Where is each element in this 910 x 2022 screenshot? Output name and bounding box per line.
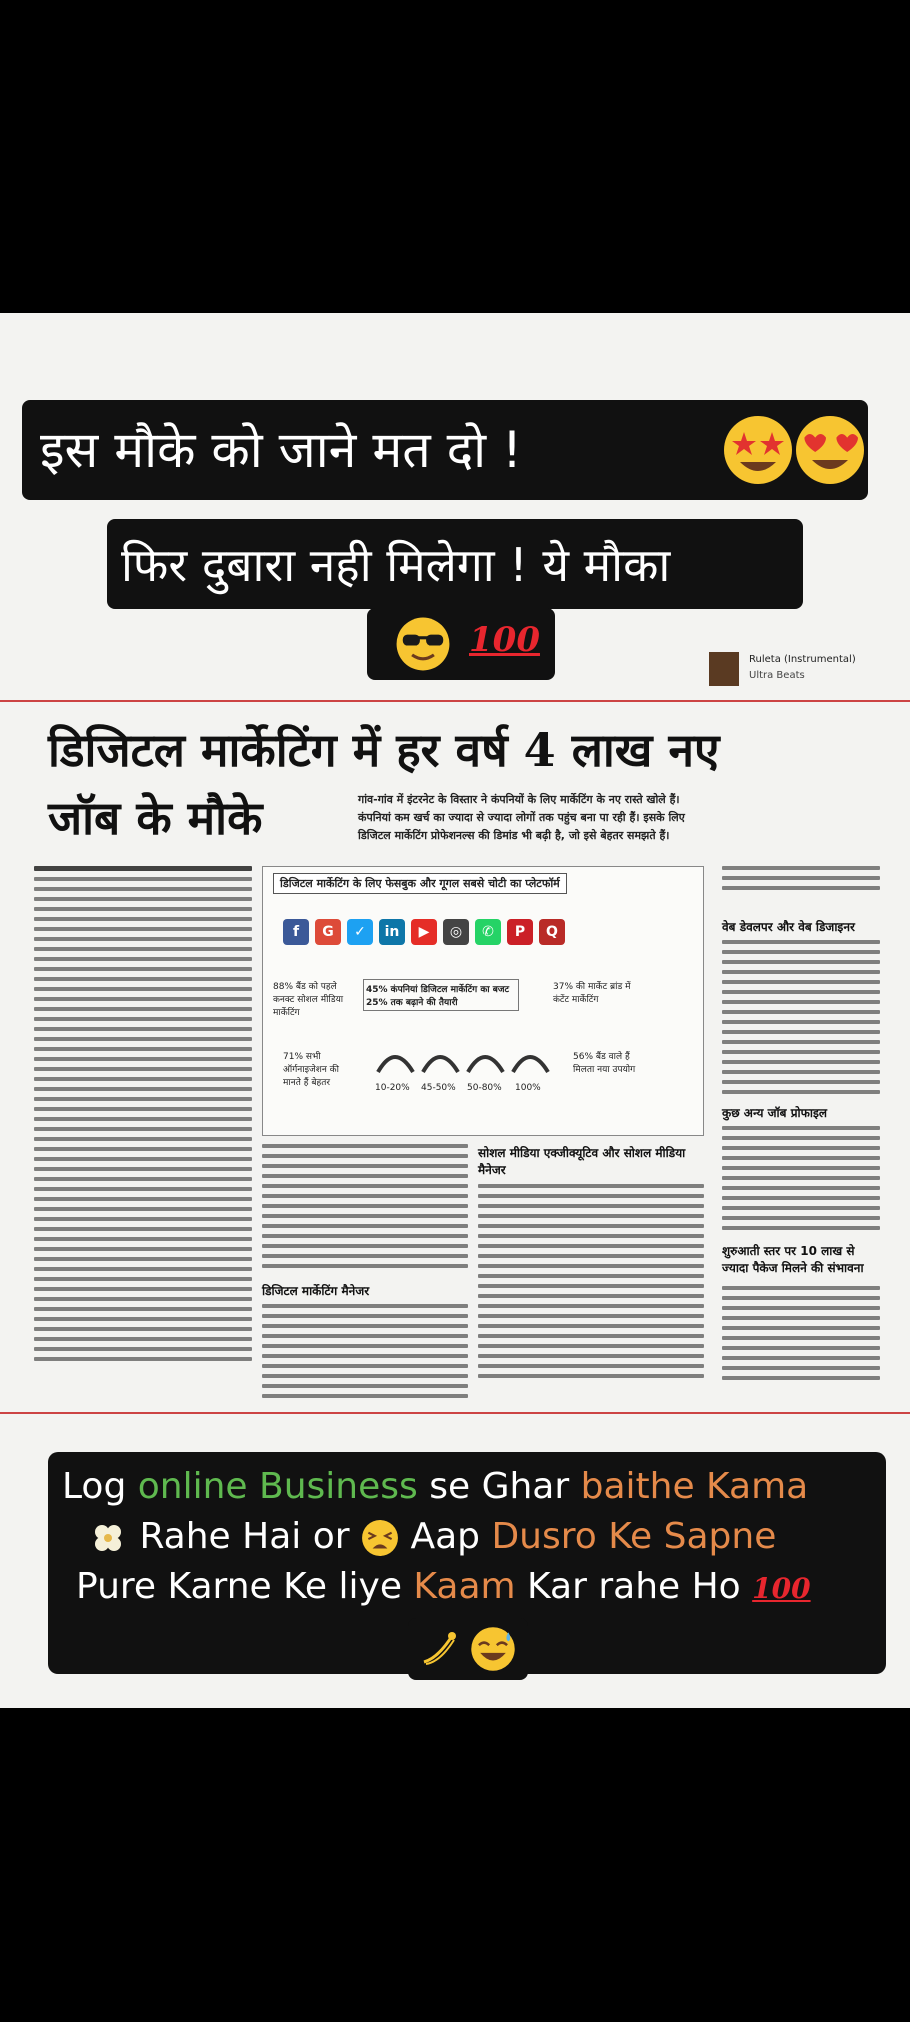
right-heading-2: कुछ अन्य जॉब प्रोफाइल: [722, 1106, 828, 1120]
word-kar-rahe-ho: Kar rahe Ho: [527, 1566, 741, 1607]
caption-line-1: [22, 400, 868, 500]
word-log: Log: [62, 1466, 127, 1507]
bottom-divider: [0, 1412, 910, 1414]
star-struck-icon: [722, 414, 794, 486]
article-headline-2: जॉब के मौके: [48, 791, 263, 845]
caption-line-1-text: इस मौके को जाने मत दो !: [40, 421, 523, 479]
newspaper-clipping: [34, 712, 880, 1402]
flower-icon: [88, 1520, 128, 1556]
pinterest-icon: P: [507, 919, 533, 945]
infographic-title: डिजिटल मार्केटिंग के लिए फेसबुक और गूगल सबसे चोटी का प्लेटफॉर्म: [273, 873, 567, 894]
word-aap: Aap: [410, 1516, 480, 1557]
right-heading-3: शुरुआती स्तर पर 10 लाख से ज्यादा पैकेज मिलने की संभावना: [722, 1244, 864, 1275]
article-subline-3: डिजिटल मार्केटिंग प्रोफेशनल्स की डिमांड भी बढ़ी है, जो इसे बेहतर समझते हैं।: [358, 829, 670, 842]
range-2: 45-50%: [421, 1083, 456, 1093]
instagram-icon: ◎: [443, 919, 469, 945]
tired-face-icon: [361, 1519, 399, 1557]
sweat-smile-icon: [470, 1626, 516, 1672]
range-4: 100%: [515, 1083, 541, 1093]
top-divider: [0, 700, 910, 702]
article-headline-1: डिजिटल मार्केटिंग में हर वर्ष 4 लाख नए: [48, 723, 720, 777]
caption-line-2: [107, 519, 803, 609]
arch-graphic: [373, 1037, 553, 1077]
caption-line-2-text: फिर दुबारा नही मिलेगा ! ये मौका: [121, 538, 671, 592]
article-column-left: [34, 866, 252, 1367]
caption-line-2-emoji: [367, 608, 555, 680]
right-heading-1: वेब डेवलपर और वेब डिजाइनर: [722, 920, 855, 934]
word-se-ghar: se Ghar: [429, 1466, 570, 1507]
facebook-icon: f: [283, 919, 309, 945]
whatsapp-icon: ✆: [475, 919, 501, 945]
sunglasses-icon: [395, 616, 451, 672]
article-column-right-b: [722, 1126, 880, 1236]
mid-heading-2: डिजिटल मार्केटिंग मैनेजर: [262, 1284, 370, 1298]
article-column-mid-1: [262, 1144, 468, 1274]
caption-bottom-emoji: [408, 1618, 528, 1680]
word-online-business: online Business: [137, 1466, 418, 1507]
stat-2: 45% कंपनियां डिजिटल मार्केटिंग का बजट 25% तक बढ़ाने की तैयारी: [363, 979, 519, 1011]
word-kaam: Kaam: [413, 1566, 516, 1607]
caption-bottom-line-1: [62, 1466, 808, 1507]
google-icon: G: [315, 919, 341, 945]
hundred-icon-bottom: 100: [752, 1572, 811, 1605]
word-baithe-kama: baithe Kama: [580, 1466, 809, 1507]
word-dusro-ke-sapne: Dusro Ke Sapne: [491, 1516, 777, 1557]
article-column-right-c: [722, 1286, 880, 1386]
music-album-art: [709, 652, 739, 686]
dizzy-icon: [418, 1628, 460, 1670]
stat-3: 37% की मार्केट ब्रांड में कंटेंट मार्केटिंग: [553, 982, 631, 1005]
article-subline-2: कंपनियां कम खर्च का ज्यादा से ज्यादा लोगों तक पहुंच बना पा रही हैं। इसके लिए: [358, 811, 685, 824]
hundred-icon: 100: [469, 620, 540, 660]
article-column-right-a: [722, 940, 880, 1100]
caption-bottom-line-3: [76, 1566, 811, 1607]
youtube-icon: ▶: [411, 919, 437, 945]
stat-4: 71% सभी ऑर्गनाइजेशन की मानते हैं बेहतर: [283, 1052, 339, 1088]
caption-bottom-line-2: [88, 1516, 776, 1557]
linkedin-icon: in: [379, 919, 405, 945]
music-tag[interactable]: [709, 652, 909, 692]
stat-5: 56% बैंड वाले हैं मिलता नया उपयोग: [573, 1052, 636, 1075]
word-pure-karne: Pure Karne Ke liye: [76, 1566, 402, 1607]
heart-eyes-icon: [794, 414, 866, 486]
range-3: 50-80%: [467, 1083, 502, 1093]
stat-1: 88% बैंड को पहले कनक्ट सोशल मीडिया मार्केटिंग: [273, 982, 344, 1018]
music-artist: Ultra Beats: [749, 670, 805, 681]
twitter-icon: ✓: [347, 919, 373, 945]
article-column-mid-2: [478, 1184, 704, 1384]
quora-icon: Q: [539, 919, 565, 945]
infographic-box: [262, 866, 704, 1136]
article-column-mid-1b: [262, 1304, 468, 1404]
article-subline-1: गांव-गांव में इंटरनेट के विस्तार ने कंपनियों के लिए मार्केटिंग के नए रास्ते खोले हैं।: [358, 793, 680, 806]
music-title: Ruleta (Instrumental): [749, 654, 856, 665]
word-rahe-hai-or: Rahe Hai or: [139, 1516, 350, 1557]
mid-heading-1: सोशल मीडिया एक्जीक्यूटिव और सोशल मीडिया मैनेजर: [478, 1146, 686, 1177]
article-column-right: [722, 866, 880, 896]
range-1: 10-20%: [375, 1083, 410, 1093]
